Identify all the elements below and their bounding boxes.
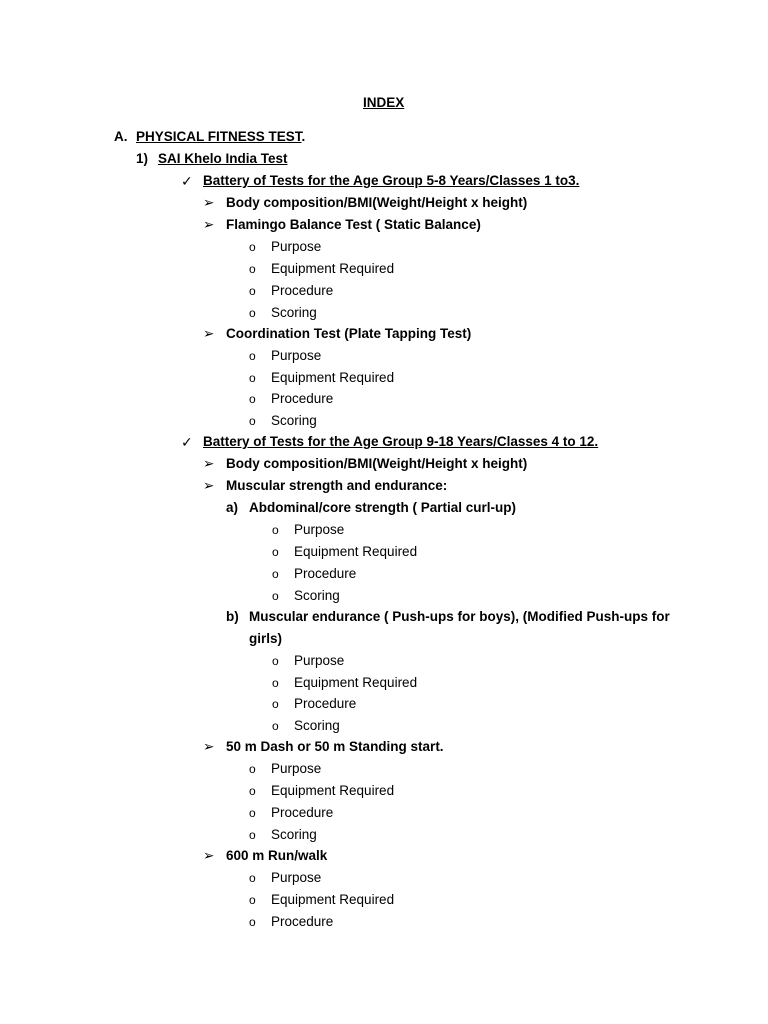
arrow-bullet-icon: ➢ bbox=[203, 456, 215, 471]
list-item: Equipment Required bbox=[271, 261, 395, 276]
test-title: Flamingo Balance Test ( Static Balance) bbox=[226, 217, 481, 232]
list-item: Procedure bbox=[271, 283, 334, 298]
list-item: Procedure bbox=[271, 391, 334, 406]
circle-bullet-icon: o bbox=[272, 676, 279, 690]
list-item: Purpose bbox=[271, 239, 322, 254]
section-heading-label: PHYSICAL FITNESS TEST bbox=[136, 129, 302, 144]
item-number: 1) bbox=[136, 151, 149, 166]
list-item: Procedure bbox=[294, 696, 357, 711]
list-item: Purpose bbox=[271, 761, 322, 776]
arrow-bullet-icon: ➢ bbox=[203, 326, 215, 341]
check-icon: ✓ bbox=[181, 173, 193, 189]
arrow-bullet-icon: ➢ bbox=[203, 217, 215, 232]
test-title: Body composition/BMI(Weight/Height x height) bbox=[226, 195, 528, 210]
circle-bullet-icon: o bbox=[249, 392, 256, 406]
test-title: Coordination Test (Plate Tapping Test) bbox=[226, 326, 472, 341]
circle-bullet-icon: o bbox=[249, 893, 256, 907]
circle-bullet-icon: o bbox=[249, 240, 256, 254]
list-item: Scoring bbox=[271, 413, 317, 428]
sub-test-title: Muscular endurance ( Push-ups for boys), (Modified Push-ups for bbox=[249, 609, 670, 624]
circle-bullet-icon: o bbox=[249, 371, 256, 385]
circle-bullet-icon: o bbox=[272, 523, 279, 537]
arrow-bullet-icon: ➢ bbox=[203, 478, 215, 493]
circle-bullet-icon: o bbox=[249, 414, 256, 428]
list-item: Procedure bbox=[271, 914, 334, 929]
section-heading bbox=[136, 128, 305, 146]
list-item: Equipment Required bbox=[294, 675, 418, 690]
section-heading-suffix: . bbox=[301, 129, 306, 144]
check-icon: ✓ bbox=[181, 434, 193, 450]
circle-bullet-icon: o bbox=[249, 915, 256, 929]
list-item: Procedure bbox=[271, 805, 334, 820]
arrow-bullet-icon: ➢ bbox=[203, 848, 215, 863]
sub-test-title-continued: girls) bbox=[249, 631, 283, 646]
test-title: 50 m Dash or 50 m Standing start. bbox=[226, 739, 444, 754]
list-item: Scoring bbox=[271, 827, 317, 842]
arrow-bullet-icon: ➢ bbox=[203, 739, 215, 754]
circle-bullet-icon: o bbox=[272, 545, 279, 559]
circle-bullet-icon: o bbox=[272, 654, 279, 668]
circle-bullet-icon: o bbox=[249, 784, 256, 798]
sub-item-marker: a) bbox=[226, 500, 239, 515]
list-item: Equipment Required bbox=[294, 544, 418, 559]
circle-bullet-icon: o bbox=[249, 284, 256, 298]
test-title: Body composition/BMI(Weight/Height x height) bbox=[226, 456, 528, 471]
circle-bullet-icon: o bbox=[249, 762, 256, 776]
list-item: Scoring bbox=[294, 718, 340, 733]
list-item: Equipment Required bbox=[271, 892, 395, 907]
list-item: Scoring bbox=[294, 588, 340, 603]
sub-item-marker: b) bbox=[226, 609, 239, 624]
arrow-bullet-icon: ➢ bbox=[203, 195, 215, 210]
circle-bullet-icon: o bbox=[249, 262, 256, 276]
circle-bullet-icon: o bbox=[249, 828, 256, 842]
circle-bullet-icon: o bbox=[249, 306, 256, 320]
sub-test-title: Abdominal/core strength ( Partial curl-up) bbox=[249, 500, 517, 515]
list-item: Scoring bbox=[271, 305, 317, 320]
circle-bullet-icon: o bbox=[249, 806, 256, 820]
section-marker: A. bbox=[114, 129, 128, 144]
circle-bullet-icon: o bbox=[249, 349, 256, 363]
circle-bullet-icon: o bbox=[272, 589, 279, 603]
circle-bullet-icon: o bbox=[272, 719, 279, 733]
subsection-heading: SAI Khelo India Test bbox=[158, 151, 288, 166]
page-title: INDEX bbox=[363, 95, 405, 110]
list-item: Purpose bbox=[294, 653, 345, 668]
circle-bullet-icon: o bbox=[272, 567, 279, 581]
circle-bullet-icon: o bbox=[249, 871, 256, 885]
list-item: Purpose bbox=[271, 348, 322, 363]
test-title: 600 m Run/walk bbox=[226, 848, 328, 863]
list-item: Purpose bbox=[271, 870, 322, 885]
list-item: Procedure bbox=[294, 566, 357, 581]
circle-bullet-icon: o bbox=[272, 697, 279, 711]
battery-heading-2: Battery of Tests for the Age Group 9-18 Years/Classes 4 to 12. bbox=[203, 434, 599, 449]
test-title: Muscular strength and endurance: bbox=[226, 478, 448, 493]
list-item: Equipment Required bbox=[271, 370, 395, 385]
list-item: Equipment Required bbox=[271, 783, 395, 798]
battery-heading-1: Battery of Tests for the Age Group 5-8 Years/Classes 1 to3. bbox=[203, 173, 580, 188]
list-item: Purpose bbox=[294, 522, 345, 537]
